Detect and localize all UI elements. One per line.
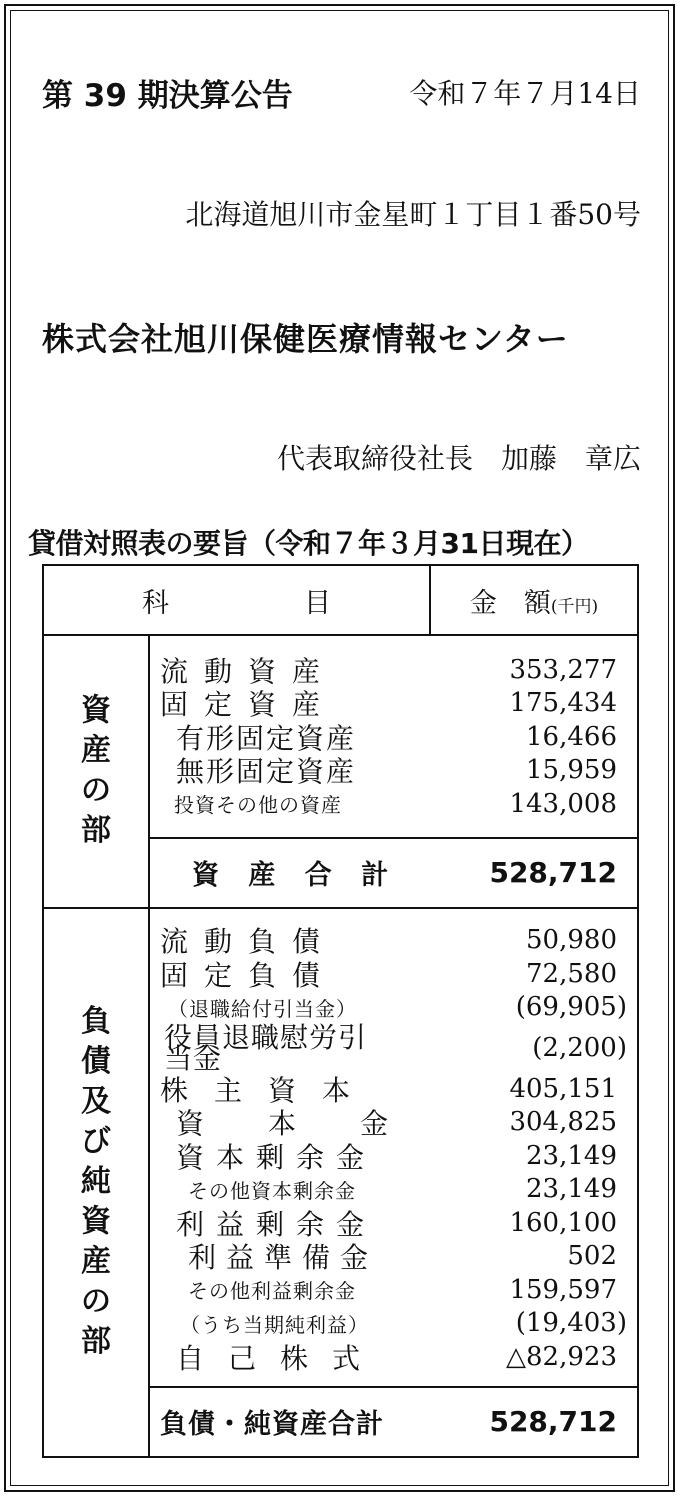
row-label: 資本剰余金 (176, 1140, 377, 1174)
row-label: （退職給付引当金） (168, 996, 357, 1021)
list-item (150, 1072, 637, 1106)
company-name: 株式会社旭川保健医療情報センター (42, 320, 569, 358)
assets-total-value: 528,712 (489, 856, 617, 889)
list-item (150, 1307, 637, 1341)
row-label: 固定負債 (160, 958, 337, 992)
row-label: 有形固定資産 (176, 721, 357, 755)
balance-sheet-table (42, 564, 639, 1458)
liabilities-total-value: 528,712 (489, 1405, 617, 1438)
row-label: 利益剰余金 (176, 1207, 377, 1241)
list-item (150, 787, 637, 821)
row-value: (19,403) (515, 1308, 627, 1339)
row-value: 16,466 (526, 721, 617, 752)
row-value: 72,580 (526, 958, 617, 989)
row-label: その他資本剰余金 (188, 1178, 356, 1203)
assets-section (43, 635, 638, 838)
liabilities-rows (149, 908, 638, 1387)
row-label: 利益準備金 (188, 1241, 379, 1275)
list-item (150, 1173, 637, 1207)
row-label: 株主資本 (160, 1073, 377, 1107)
list-item (150, 1206, 637, 1240)
list-item (150, 991, 637, 1025)
subject-header-label: 科 目 (142, 587, 331, 619)
row-label: （うち当期純利益） (180, 1312, 369, 1337)
list-item (150, 720, 637, 754)
row-label: 流動負債 (160, 925, 337, 959)
assets-total (149, 838, 638, 908)
list-item (150, 1240, 637, 1274)
amount-header-label: 金 額 (469, 587, 551, 619)
row-value: 405,151 (509, 1073, 617, 1104)
row-value: 15,959 (526, 755, 617, 786)
row-label: 固定資産 (160, 688, 337, 722)
row-value: 23,149 (526, 1174, 617, 1205)
notice-title: 第 39 期決算公告 (42, 78, 293, 114)
row-value: 50,980 (526, 925, 617, 956)
list-item (150, 924, 637, 958)
liabilities-total (149, 1387, 638, 1457)
row-label: 投資その他の資産 (174, 793, 342, 818)
row-value: 502 (567, 1241, 617, 1272)
assets-section-label (43, 635, 149, 908)
liabilities-total-label: 負債・純資産合計 (160, 1409, 384, 1440)
liabilities-section (43, 908, 638, 1387)
amount-header (430, 565, 638, 635)
list-item (150, 687, 637, 721)
row-value: 23,149 (526, 1140, 617, 1171)
representative: 代表取締役社長 加藤 章広 (276, 442, 641, 475)
liabilities-section-label (43, 908, 149, 1457)
balance-sheet-heading: 貸借対照表の要旨（令和７年３月31日現在） (28, 527, 589, 560)
list-item (150, 957, 637, 991)
row-label: 資本金 (176, 1107, 453, 1141)
list-item (150, 653, 637, 687)
list-item (150, 1340, 637, 1374)
row-value: 304,825 (509, 1107, 617, 1138)
row-value: (69,905) (515, 992, 627, 1023)
row-label: 自己株式 (176, 1341, 385, 1375)
row-value: 160,100 (509, 1207, 617, 1238)
row-value: 175,434 (509, 688, 617, 719)
notice-date: 令和７年７月14日 (409, 77, 641, 110)
assets-rows (149, 635, 638, 838)
row-value: 353,277 (509, 654, 617, 685)
list-item (150, 1106, 637, 1140)
row-value: △82,923 (506, 1341, 617, 1372)
list-item (150, 1021, 637, 1075)
row-label: 無形固定資産 (176, 755, 357, 789)
row-label: 流動資産 (160, 654, 337, 688)
company-address: 北海道旭川市金星町１丁目１番50号 (185, 198, 641, 231)
assets-section-label-text: 資産の部 (81, 693, 111, 849)
list-item (150, 754, 637, 788)
list-item (150, 1273, 637, 1307)
row-label: 役員退職慰労引当金 (164, 1021, 368, 1075)
liabilities-section-label-text: 負債及び純資産の部 (81, 1004, 111, 1359)
row-label: その他利益剰余金 (188, 1279, 356, 1304)
amount-unit: (千円) (550, 596, 599, 617)
row-value: 143,008 (509, 788, 617, 819)
row-value: 159,597 (509, 1274, 617, 1305)
table-header-row (43, 565, 638, 635)
subject-header (43, 565, 430, 635)
row-value: (2,200) (532, 1033, 627, 1063)
assets-total-label: 資 産 合 計 (192, 860, 399, 891)
list-item (150, 1139, 637, 1173)
